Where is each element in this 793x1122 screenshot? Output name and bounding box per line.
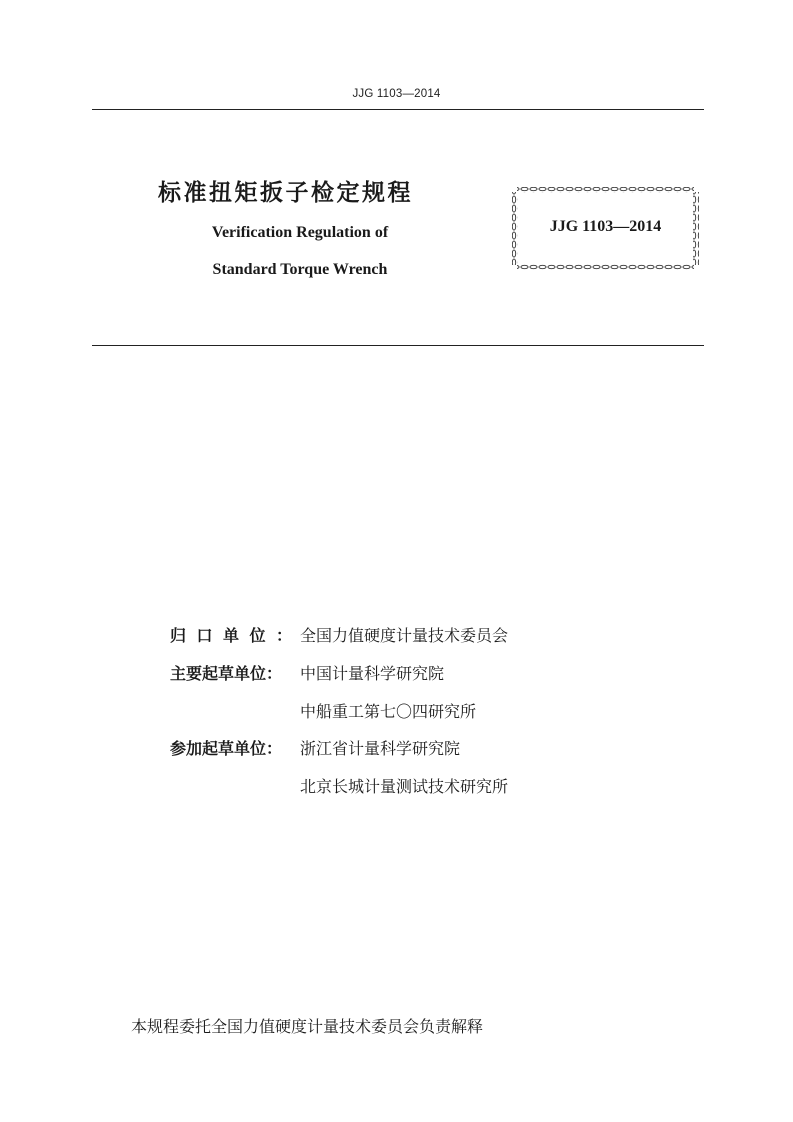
main-drafting-unit-value-2: 中船重工第七〇四研究所 <box>300 702 477 721</box>
responsible-unit-label: 归口单位： <box>170 626 303 645</box>
participating-drafting-unit-value-1: 浙江省计量科学研究院 <box>300 739 461 758</box>
standard-code-box-text: JJG 1103—2014 <box>549 218 662 235</box>
participating-drafting-unit-value-2: 北京长城计量测试技术研究所 <box>300 777 509 796</box>
standard-code-box <box>511 186 700 271</box>
title-chinese: 标准扭矩扳子检定规程 <box>158 180 413 206</box>
interpretation-note: 本规程委托全国力值硬度计量技术委员会负责解释 <box>131 1017 484 1036</box>
main-drafting-unit-value-1: 中国计量科学研究院 <box>300 664 445 683</box>
responsible-unit-value: 全国力值硬度计量技术委员会 <box>300 626 509 645</box>
header-rule <box>92 109 704 110</box>
main-drafting-unit-label: 主要起草单位： <box>170 664 283 683</box>
responsible-unit-row <box>170 624 508 648</box>
title-english-line2: Standard Torque Wrench <box>212 261 388 278</box>
participating-drafting-unit-row <box>170 737 460 761</box>
title-rule <box>92 345 704 346</box>
main-drafting-unit-row <box>170 662 444 686</box>
title-english-line1: Verification Regulation of <box>211 224 389 241</box>
participating-drafting-unit-label: 参加起草单位： <box>170 739 283 758</box>
header-standard-code: JJG 1103—2014 <box>352 88 441 100</box>
